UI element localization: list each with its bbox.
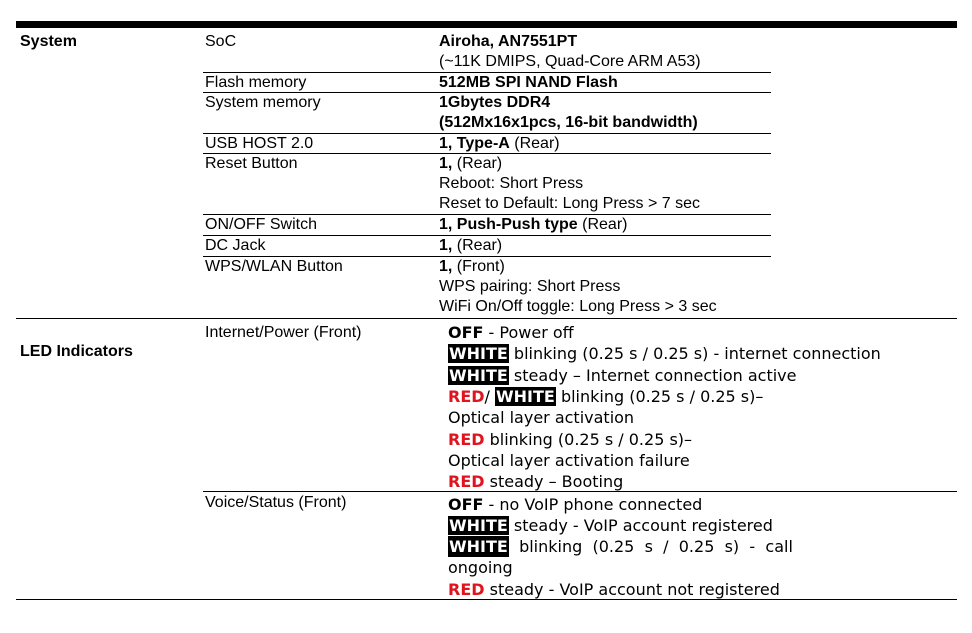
internet-red-steady-text: steady – Booting <box>484 472 624 491</box>
value-soc-detail: (~11K DMIPS, Quad-Core ARM A53) <box>439 53 701 70</box>
voice-off-tag: OFF <box>448 495 484 514</box>
white-badge: WHITE <box>449 344 508 363</box>
internet-white-blink-text: blinking (0.25 s / 0.25 s) - internet connection <box>508 344 881 363</box>
label-sysmem: System memory <box>205 94 321 111</box>
voice-line-ongoing: ongoing <box>448 558 513 577</box>
value-wps-line2: WPS pairing: Short Press <box>439 278 621 295</box>
voice-line-off <box>448 494 702 515</box>
section-system: System <box>20 33 77 50</box>
value-sysmem: 1Gbytes DDR4 <box>439 94 551 111</box>
voice-line-red-steady <box>448 579 780 600</box>
internet-line-redwhite <box>448 386 763 407</box>
internet-off-text: - Power off <box>483 323 574 342</box>
internet-white-steady-text: steady – Internet connection active <box>508 366 797 385</box>
label-reset: Reset Button <box>205 155 298 172</box>
voice-blink-word: (0.25 <box>592 537 635 556</box>
value-onoff <box>439 215 627 236</box>
internet-line-optical: Optical layer activation <box>448 408 635 427</box>
onoff-bold: 1, Push-Push type <box>439 216 578 233</box>
redwhite-separator: / <box>484 387 496 406</box>
value-reset <box>439 154 502 175</box>
value-usb <box>439 134 560 155</box>
white-badge: WHITE <box>496 387 555 406</box>
value-reset-line2: Reboot: Short Press <box>439 175 584 192</box>
wps-rest: (Front) <box>452 258 505 275</box>
internet-line-white-blink <box>448 343 881 364</box>
internet-redwhite-text: blinking (0.25 s / 0.25 s)– <box>555 387 764 406</box>
white-badge: WHITE <box>449 537 508 556</box>
voice-blink-word: s <box>644 537 653 556</box>
label-onoff: ON/OFF Switch <box>205 216 318 233</box>
voice-blink-word: - <box>749 537 756 556</box>
value-reset-line3: Reset to Default: Long Press > 7 sec <box>439 195 701 212</box>
voice-blink-word: 0.25 <box>678 537 715 556</box>
label-internet-power: Internet/Power (Front) <box>205 324 362 341</box>
red-tag: RED <box>448 430 485 449</box>
label-wps: WPS/WLAN Button <box>205 258 343 275</box>
section-led-indicators: LED Indicators <box>20 343 133 360</box>
internet-line-off <box>448 322 574 343</box>
value-soc: Airoha, AN7551PT <box>439 33 578 50</box>
label-voice-status: Voice/Status (Front) <box>205 494 347 511</box>
reset-bold: 1, <box>439 155 453 172</box>
red-tag: RED <box>448 387 485 406</box>
voice-line-white-steady <box>448 515 773 536</box>
white-badge: WHITE <box>449 366 508 385</box>
voice-white-steady-text: steady - VoIP account registered <box>508 516 773 535</box>
table-top-border <box>16 21 957 28</box>
reset-rest: (Rear) <box>452 155 503 172</box>
voice-blink-word: / <box>663 537 669 556</box>
label-soc: SoC <box>205 33 237 50</box>
label-flash: Flash memory <box>205 74 307 91</box>
label-usb: USB HOST 2.0 <box>205 135 314 152</box>
dc-rest: (Rear) <box>452 237 503 254</box>
wps-bold: 1, <box>439 258 453 275</box>
voice-off-text: - no VoIP phone connected <box>483 495 703 514</box>
usb-bold: 1, Type-A <box>439 135 510 152</box>
value-flash: 512MB SPI NAND Flash <box>439 74 618 91</box>
section-divider <box>16 318 957 319</box>
voice-line-white-blink <box>448 536 793 557</box>
value-dc <box>439 236 502 257</box>
internet-off-tag: OFF <box>448 323 484 342</box>
value-sysmem-detail: (512Mx16x1pcs, 16-bit bandwidth) <box>439 114 698 131</box>
red-tag: RED <box>448 472 485 491</box>
internet-line-red-steady <box>448 471 623 492</box>
usb-rest: (Rear) <box>509 135 560 152</box>
voice-blink-word: blinking <box>519 537 583 556</box>
voice-blink-word: call <box>765 537 793 556</box>
voice-white-blink-justified <box>448 536 793 557</box>
internet-line-white-steady <box>448 365 796 386</box>
internet-line-optical-fail: Optical layer activation failure <box>448 451 690 470</box>
value-wps <box>439 257 505 278</box>
internet-line-red-blink <box>448 429 692 450</box>
label-dc: DC Jack <box>205 237 266 254</box>
dc-bold: 1, <box>439 237 453 254</box>
onoff-rest: (Rear) <box>577 216 628 233</box>
value-wps-line3: WiFi On/Off toggle: Long Press > 3 sec <box>439 298 717 315</box>
voice-red-steady-text: steady - VoIP account not registered <box>484 580 780 599</box>
white-badge: WHITE <box>449 516 508 535</box>
red-tag: RED <box>448 580 485 599</box>
internet-red-blink-text: blinking (0.25 s / 0.25 s)– <box>484 430 693 449</box>
voice-blink-word: s) <box>724 537 740 556</box>
